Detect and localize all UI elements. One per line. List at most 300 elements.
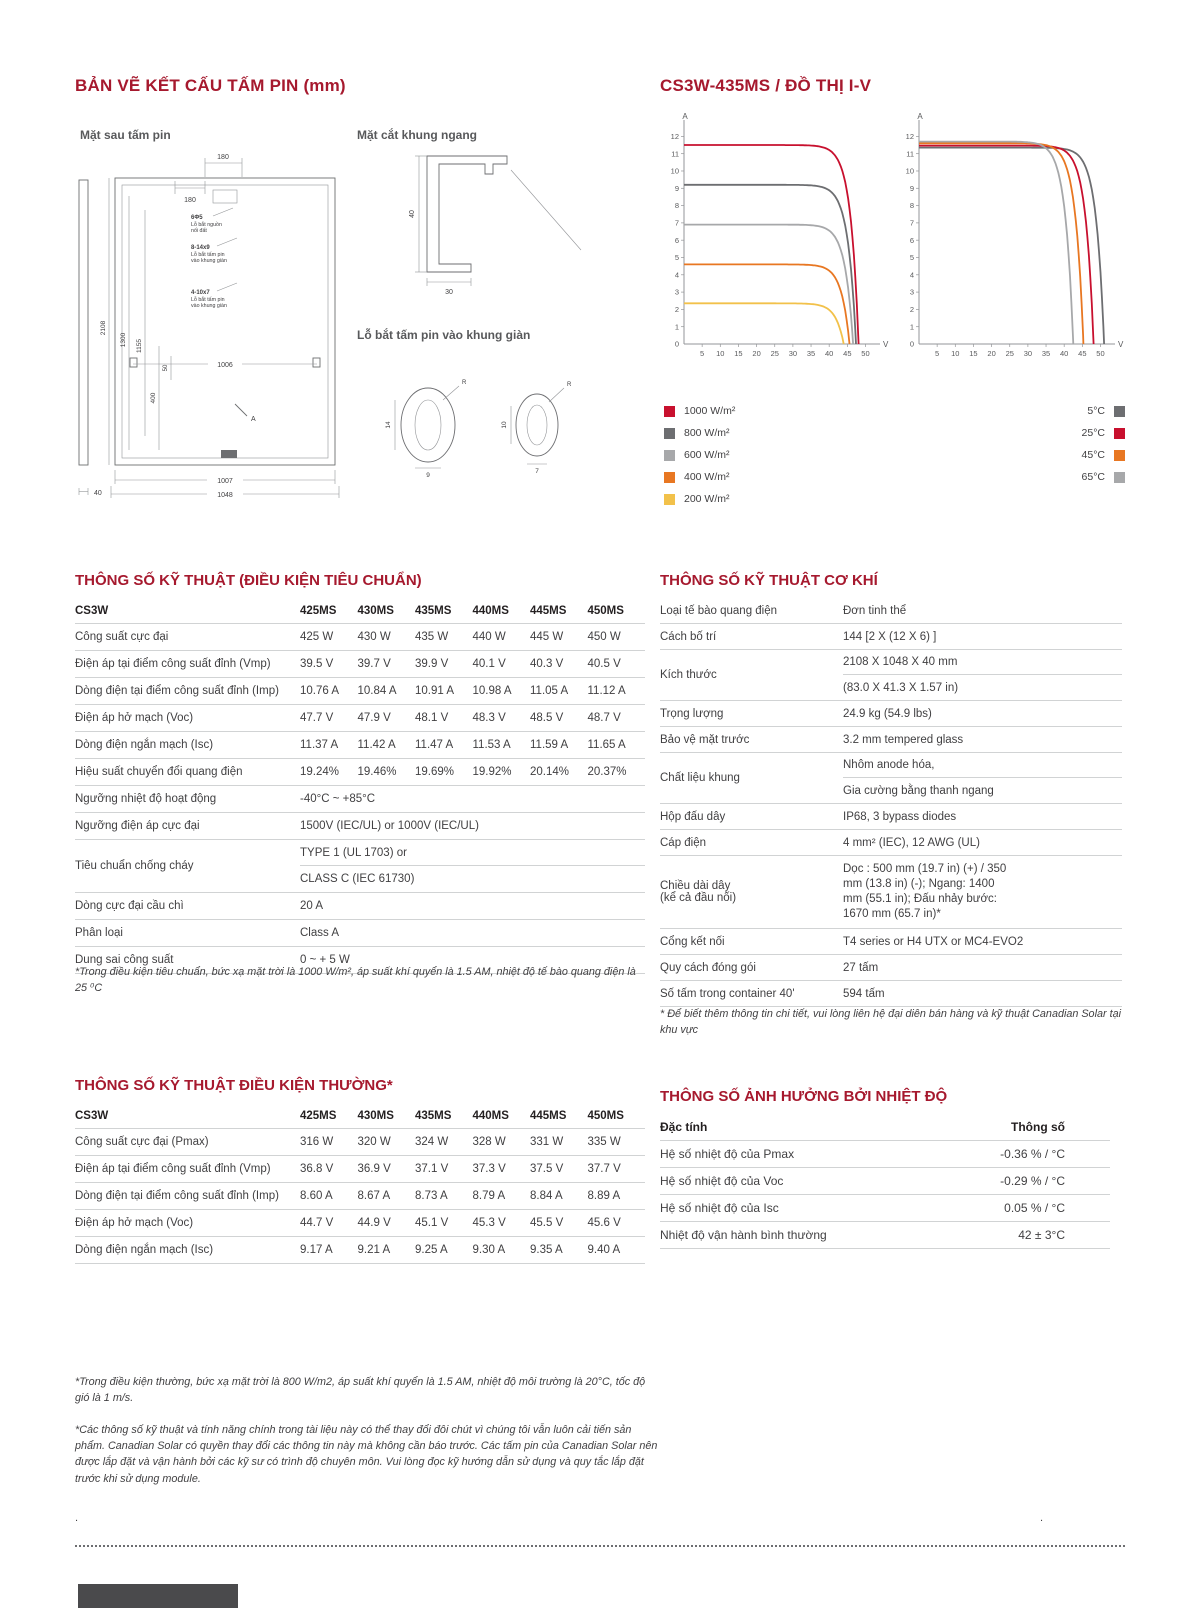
chart-tick-label: 12 xyxy=(670,131,679,141)
table-row xyxy=(75,1183,645,1210)
row-label xyxy=(660,605,843,617)
cell-value: 11.05 A xyxy=(530,685,569,697)
table-row xyxy=(75,1129,645,1156)
iv-chart-temperature xyxy=(897,112,1125,367)
row-label-line: Số tấm trong container 40' xyxy=(660,987,795,1000)
spec-product-name: CS3W xyxy=(75,604,109,617)
row-label-line: Chất liệu khung xyxy=(660,772,740,784)
row-label: Phân loại xyxy=(75,927,123,939)
legend-label: 200 W/m² xyxy=(684,493,730,505)
chart-y-unit-label: A xyxy=(682,112,688,121)
row-label-line: Trọng lượng xyxy=(660,707,724,720)
row-label-line: Loại tế bào quang điện xyxy=(660,604,778,617)
chart-tick-label: 7 xyxy=(674,218,679,228)
cell-value: 47.7 V xyxy=(300,712,334,724)
chart-x-unit-label: V xyxy=(1118,340,1124,349)
drawing-shape xyxy=(511,170,581,250)
row-label xyxy=(660,962,843,974)
chart-tick-label: 2 xyxy=(909,304,914,314)
legend-label: 25°C xyxy=(1081,427,1105,439)
cross-section-label: Mặt cắt khung ngang xyxy=(357,128,477,142)
row-label: Công suất cực đại xyxy=(75,631,169,643)
iv-curve-600-W-m- xyxy=(684,225,853,344)
spec-column-header: 445MS xyxy=(530,604,567,617)
iv-curve-400-W-m- xyxy=(684,264,850,344)
row-label-line: Cổng kết nối xyxy=(660,935,725,948)
cell-value: 37.7 V xyxy=(587,1163,621,1175)
cell-value: 40.3 V xyxy=(530,658,564,670)
cell-value: 10.84 A xyxy=(357,685,397,697)
table-row xyxy=(660,701,1122,727)
row-label-line: Cáp điện xyxy=(660,836,707,849)
table-row xyxy=(75,759,645,786)
row-label: Điện áp hở mạch (Voc) xyxy=(75,712,194,724)
cell-value: 8.67 A xyxy=(357,1190,391,1202)
table-row xyxy=(75,1210,645,1237)
drawing-shape xyxy=(221,450,237,458)
row-label-line: Cách bố trí xyxy=(660,630,717,643)
chart-tick-label: 10 xyxy=(716,349,725,358)
legend-swatch xyxy=(664,450,675,461)
cell-value: 316 W xyxy=(300,1136,334,1148)
drawing-shape xyxy=(443,386,459,400)
row-label-line: Quy cách đóng gói xyxy=(660,961,756,974)
dim-section-40: 40 xyxy=(409,210,416,218)
dim-1300: 1300 xyxy=(120,332,127,348)
table-row xyxy=(660,856,1122,929)
chart-tick-label: 3 xyxy=(909,287,914,297)
cell-value: -0.36 % / °C xyxy=(1000,1147,1065,1161)
legend-irradiance xyxy=(664,400,735,510)
table-row xyxy=(75,732,645,759)
cell-value: 594 tấm xyxy=(843,987,885,1000)
legend-label: 45°C xyxy=(1081,449,1105,461)
chart-tick-label: 40 xyxy=(825,349,834,358)
cell-value: 8.79 A xyxy=(472,1190,506,1202)
panel-structure-drawing xyxy=(75,118,650,530)
drawing-shape xyxy=(401,388,455,462)
drawing-shape xyxy=(115,178,335,465)
drawing-shape xyxy=(217,238,237,246)
chart-tick-label: 8 xyxy=(909,201,914,211)
chart-tick-label: 5 xyxy=(674,253,679,263)
table-row xyxy=(660,981,1122,1007)
cell-value: 4 mm² (IEC), 12 AWG (UL) xyxy=(843,836,980,849)
cell-value-lines xyxy=(300,840,645,892)
drawing-shape xyxy=(235,404,247,416)
chart-tick-label: 9 xyxy=(909,183,914,193)
dim-slot1-width: 9 xyxy=(426,472,430,479)
cell-value: 10.98 A xyxy=(472,685,512,697)
cell-values xyxy=(843,955,1122,980)
cell-value: 39.5 V xyxy=(300,658,334,670)
row-label: Điện áp hở mạch (Voc) xyxy=(75,1217,194,1229)
row-label-line: Bảo vệ mặt trước xyxy=(660,733,750,746)
chart-tick-label: 10 xyxy=(951,349,960,358)
table-row xyxy=(75,651,645,678)
cell-value: 9.30 A xyxy=(472,1244,506,1256)
temp-col-characteristic: Đặc tính xyxy=(660,1120,708,1134)
cell-value: (83.0 X 41.3 X 1.57 in) xyxy=(843,681,959,694)
chart-tick-label: 9 xyxy=(674,183,679,193)
chart-tick-label: 5 xyxy=(700,349,705,358)
row-label: Dung sai công suất xyxy=(75,954,174,966)
row-label: Dòng điện tại điểm công suất đỉnh (Imp) xyxy=(75,685,279,697)
legend-item xyxy=(990,444,1125,466)
spec-column-header: 445MS xyxy=(530,1109,567,1122)
cell-value: mm (13.8 in) (-); Ngang: 1400 xyxy=(843,878,995,890)
cell-value: 19.92% xyxy=(472,766,512,778)
table-row xyxy=(660,929,1122,955)
legend-label: 65°C xyxy=(1081,471,1105,483)
cell-value: -0.29 % / °C xyxy=(1000,1174,1065,1188)
cell-value: 44.9 V xyxy=(357,1217,391,1229)
cell-values xyxy=(843,624,1122,649)
legend-item xyxy=(664,400,735,422)
cell-value: 19.69% xyxy=(415,766,455,778)
chart-tick-label: 11 xyxy=(671,149,679,159)
spec-column-header: 430MS xyxy=(357,604,394,617)
iv-curve-200-W-m- xyxy=(684,303,844,344)
cell-value: TYPE 1 (UL 1703) or xyxy=(300,840,645,866)
cell-value: 11.37 A xyxy=(300,739,339,751)
row-label: Công suất cực đại (Pmax) xyxy=(75,1136,209,1148)
chart-tick-label: 11 xyxy=(906,149,914,159)
legend-item xyxy=(990,466,1125,488)
row-label: Hiệu suất chuyển đổi quang điện xyxy=(75,766,243,778)
frame-cross-section-drawing xyxy=(409,156,581,296)
row-label xyxy=(660,811,843,823)
table-row xyxy=(660,624,1122,650)
page-mark-right: . xyxy=(1040,1512,1044,1524)
row-label: Điện áp tại điểm công suất đỉnh (Vmp) xyxy=(75,658,271,670)
table-row xyxy=(660,650,1122,701)
cell-value: 39.9 V xyxy=(415,658,449,670)
dim-180-a: 180 xyxy=(217,154,229,161)
legend-label: 800 W/m² xyxy=(684,427,730,439)
dim-1007: 1007 xyxy=(217,478,233,485)
section-title-nmot: THÔNG SỐ KỸ THUẬT ĐIỀU KIỆN THƯỜNG* xyxy=(75,1077,393,1094)
cell-values xyxy=(843,701,1122,726)
cell-value: 328 W xyxy=(472,1136,506,1148)
cell-value: 335 W xyxy=(587,1136,621,1148)
chart-tick-label: 3 xyxy=(674,287,679,297)
legend-item xyxy=(990,422,1125,444)
cell-values xyxy=(843,804,1122,829)
drawing-shape xyxy=(415,400,441,450)
cell-value: Dọc : 500 mm (19.7 in) (+) / 350 xyxy=(843,863,1007,875)
iv-chart-irradiance xyxy=(662,112,890,367)
chart-tick-label: 40 xyxy=(1060,349,1069,358)
table-row xyxy=(660,1168,1110,1195)
cell-value: 8.89 A xyxy=(587,1190,621,1202)
mech-footnote: * Để biết thêm thông tin chi tiết, vui lòng liên hệ đại diên bán hàng và kỹ thuật Canadian Solar tại khu vực xyxy=(660,1008,1121,1037)
legend-label: 600 W/m² xyxy=(684,449,730,461)
row-label xyxy=(660,837,843,849)
chart-tick-label: 15 xyxy=(969,349,978,358)
cell-values xyxy=(843,830,1122,855)
dim-180-b: 180 xyxy=(184,197,196,204)
row-label-line: Kích thước xyxy=(660,669,717,681)
chart-tick-label: 30 xyxy=(1023,349,1033,358)
cell-value: 331 W xyxy=(530,1136,564,1148)
temp-col-value: Thông số xyxy=(1011,1120,1065,1134)
row-label: Hệ số nhiệt độ của Isc xyxy=(660,1201,779,1215)
drawing-shape xyxy=(427,156,507,272)
legend-swatch xyxy=(1114,472,1125,483)
section-title-iv-curves: CS3W-435MS / ĐỒ THỊ I-V xyxy=(660,76,872,95)
section-marker-a: A xyxy=(251,416,256,423)
cell-value: 10.91 A xyxy=(415,685,455,697)
cell-value: 9.40 A xyxy=(587,1244,621,1256)
std-footnote: *Trong điều kiện tiêu chuẩn, bức xạ mặt trời là 1000 W/m², áp suất khí quyển là 1.5 AM, nhiệt độ tế bào quang điện là 25 ⁰C xyxy=(75,966,636,995)
cell-values xyxy=(843,753,1122,803)
row-label: Ngưỡng điện áp cực đại xyxy=(75,820,200,832)
cell-value: 20.37% xyxy=(587,766,627,778)
footer-logo-bar xyxy=(78,1584,238,1608)
legend-swatch xyxy=(664,406,675,417)
legend-item xyxy=(664,488,735,510)
dim-1155: 1155 xyxy=(136,339,143,353)
chart-tick-label: 1 xyxy=(674,322,679,332)
table-row xyxy=(75,920,645,947)
spec-column-header: 435MS xyxy=(415,1109,452,1122)
back-view-label: Mặt sau tấm pin xyxy=(80,128,171,142)
cell-value: 19.24% xyxy=(300,766,340,778)
cell-value: 40.1 V xyxy=(472,658,506,670)
cell-values xyxy=(843,650,1122,700)
callout-mount4-line1: Lỗ bắt tấm pin xyxy=(191,297,225,303)
legend-label: 5°C xyxy=(1087,405,1105,417)
cell-value: 40.5 V xyxy=(587,658,621,670)
dim-side-40: 40 xyxy=(94,490,102,497)
drawing-shape xyxy=(213,190,237,203)
row-label xyxy=(660,880,843,904)
dim-slot1-height: 14 xyxy=(385,421,392,429)
callout-mount8-line2: vào khung giàn xyxy=(191,258,227,264)
drawing-shape xyxy=(122,185,328,458)
row-label: Dòng cực đại cầu chì xyxy=(75,900,184,912)
cell-value: Đơn tinh thể xyxy=(843,604,907,617)
table-row xyxy=(75,1237,645,1264)
chart-tick-label: 6 xyxy=(909,235,914,245)
cell-value: 324 W xyxy=(415,1136,449,1148)
legend-item xyxy=(664,466,735,488)
cell-value: 10.76 A xyxy=(300,685,340,697)
table-row xyxy=(75,786,645,813)
row-label xyxy=(660,772,843,784)
cell-value: Class A xyxy=(300,927,339,939)
cell-value: 9.35 A xyxy=(530,1244,563,1256)
cell-value: 9.21 A xyxy=(357,1244,391,1256)
chart-tick-label: 0 xyxy=(909,339,914,349)
table-row xyxy=(75,624,645,651)
chart-tick-label: 30 xyxy=(788,349,798,358)
cell-value: mm (55.1 in); Đấu nhảy bước: xyxy=(843,893,997,905)
chart-tick-label: 50 xyxy=(861,349,870,358)
cell-value: 37.3 V xyxy=(472,1163,506,1175)
cell-value: 11.12 A xyxy=(587,685,626,697)
cell-value: CLASS C (IEC 61730) xyxy=(300,873,415,885)
drawing-shape xyxy=(516,394,558,456)
table-row xyxy=(660,1222,1110,1249)
std-spec-table xyxy=(75,598,645,974)
cell-value: 11.42 A xyxy=(357,739,396,751)
cell-value: Gia cường bằng thanh ngang xyxy=(843,784,994,797)
table-row xyxy=(75,705,645,732)
chart-tick-label: 20 xyxy=(987,349,996,358)
cell-value: 48.5 V xyxy=(530,712,564,724)
chart-tick-label: 10 xyxy=(905,166,914,176)
cell-value: 144 [2 X (12 X 6) ] xyxy=(843,630,937,643)
section-title-drawing: BẢN VẼ KẾT CẤU TẤM PIN (mm) xyxy=(75,76,346,95)
chart-tick-label: 35 xyxy=(1041,349,1051,358)
chart-tick-label: 1 xyxy=(909,322,914,332)
chart-tick-label: 15 xyxy=(734,349,743,358)
footnote-nmot-conditions: *Trong điều kiện thường, bức xạ mặt trời là 800 W/m2, áp suất khí quyển là 1.5 AM, nhiệt độ môi trường là 20°C, tốc độ gió là 1 m/s. xyxy=(75,1376,646,1405)
row-label: Ngưỡng nhiệt độ hoạt động xyxy=(75,793,217,805)
legend-temperature xyxy=(990,400,1125,488)
chart-tick-label: 8 xyxy=(674,201,679,211)
table-row xyxy=(660,598,1122,624)
callout-mount8-size: 8-14x9 xyxy=(191,245,210,251)
mechanical-spec-table xyxy=(660,598,1122,1007)
row-label: Hệ số nhiệt độ của Voc xyxy=(660,1174,784,1188)
legend-label: 400 W/m² xyxy=(684,471,730,483)
chart-tick-label: 5 xyxy=(909,253,914,263)
chart-tick-label: 4 xyxy=(909,270,914,280)
row-label: Dòng điện tại điểm công suất đỉnh (Imp) xyxy=(75,1190,279,1202)
row-label-line: (kể cả đầu nối) xyxy=(660,892,737,904)
row-label xyxy=(660,708,843,720)
dim-section-30: 30 xyxy=(445,289,453,296)
cell-value: 1670 mm (65.7 in)* xyxy=(843,908,941,920)
page-mark-left: . xyxy=(75,1512,79,1524)
cell-value: 11.47 A xyxy=(415,739,454,751)
table-row xyxy=(660,830,1122,856)
legend-item xyxy=(664,422,735,444)
cell-value: 24.9 kg (54.9 lbs) xyxy=(843,707,932,720)
cell-value: 42 ± 3°C xyxy=(1018,1228,1065,1242)
cell-value: 1500V (IEC/UL) or 1000V (IEC/UL) xyxy=(300,820,479,832)
dim-slot2-height: 10 xyxy=(501,421,508,429)
legend-label: 1000 W/m² xyxy=(684,405,736,417)
drawing-shape xyxy=(217,283,237,291)
drawing-shape xyxy=(130,358,137,367)
cell-value: 45.6 V xyxy=(587,1217,621,1229)
cell-value: 44.7 V xyxy=(300,1217,334,1229)
nmot-spec-table xyxy=(75,1103,645,1264)
chart-tick-label: 50 xyxy=(1096,349,1105,358)
cell-value: 8.60 A xyxy=(300,1190,333,1202)
callout-ground-line2: nối đất xyxy=(191,228,207,234)
spec-column-header: 450MS xyxy=(587,604,624,617)
legend-swatch xyxy=(664,472,675,483)
radius-label-r: R xyxy=(462,380,467,386)
cell-value: 425 W xyxy=(300,631,334,643)
cell-value: 45.5 V xyxy=(530,1217,564,1229)
iv-curve-65-C xyxy=(919,142,1073,344)
row-label-line: Chiều dài dây xyxy=(660,880,731,892)
chart-tick-label: 2 xyxy=(674,304,679,314)
cell-value: 37.5 V xyxy=(530,1163,564,1175)
table-row xyxy=(660,1141,1110,1168)
table-row xyxy=(75,1156,645,1183)
row-label xyxy=(660,988,843,1000)
cell-values xyxy=(843,598,1122,623)
table-row xyxy=(660,753,1122,804)
callout-mount8-line1: Lỗ bắt tấm pin xyxy=(191,252,225,258)
legend-swatch xyxy=(1114,406,1125,417)
drawing-shape xyxy=(313,358,320,367)
cell-value: 11.53 A xyxy=(472,739,511,751)
cell-value: 430 W xyxy=(357,631,391,643)
spec-header-row xyxy=(75,1103,645,1129)
row-label: Nhiệt độ vận hành bình thường xyxy=(660,1228,827,1242)
chart-tick-label: 7 xyxy=(909,218,914,228)
row-label: Điện áp tại điểm công suất đỉnh (Vmp) xyxy=(75,1163,271,1175)
cell-value: 48.1 V xyxy=(415,712,449,724)
cell-value: T4 series or H4 UTX or MC4-EVO2 xyxy=(843,935,1024,948)
cell-value: 11.65 A xyxy=(587,739,626,751)
row-label: Dòng điện ngắn mạch (Isc) xyxy=(75,1244,214,1256)
chart-tick-label: 25 xyxy=(1005,349,1014,358)
row-label-line: Hộp đấu dây xyxy=(660,810,726,823)
chart-tick-label: 6 xyxy=(674,235,679,245)
spec-column-header: 425MS xyxy=(300,1109,337,1122)
cell-value: 0 ~ + 5 W xyxy=(300,954,350,966)
legend-item xyxy=(664,444,735,466)
cell-value: 11.59 A xyxy=(530,739,569,751)
callout-mount4-size: 4-10x7 xyxy=(191,290,210,296)
cell-value: 0.05 % / °C xyxy=(1004,1201,1065,1215)
mount-hole-label: Lỗ bắt tấm pin vào khung giàn xyxy=(357,328,531,342)
cell-value: 435 W xyxy=(415,631,449,643)
temp-header-row xyxy=(660,1114,1110,1141)
cell-value: 440 W xyxy=(472,631,506,643)
chart-tick-label: 12 xyxy=(905,131,914,141)
iv-curve-5-C xyxy=(919,148,1104,344)
chart-tick-label: 0 xyxy=(674,339,679,349)
cell-value: 445 W xyxy=(530,631,564,643)
legend-item xyxy=(990,400,1125,422)
chart-tick-label: 35 xyxy=(806,349,816,358)
legend-swatch xyxy=(664,494,675,505)
chart-tick-label: 5 xyxy=(935,349,940,358)
cell-value: 19.46% xyxy=(357,766,397,778)
spec-column-header: 440MS xyxy=(472,1109,509,1122)
radius-label-r: R xyxy=(567,382,572,388)
cell-values xyxy=(843,929,1122,954)
chart-tick-label: 20 xyxy=(752,349,761,358)
table-row xyxy=(75,678,645,705)
cell-value: 8.73 A xyxy=(415,1190,448,1202)
chart-y-unit-label: A xyxy=(917,112,923,121)
row-label xyxy=(660,669,843,681)
dim-slot2-width: 7 xyxy=(535,468,539,475)
row-label xyxy=(660,936,843,948)
table-row xyxy=(660,955,1122,981)
spec-column-header: 425MS xyxy=(300,604,337,617)
dim-400: 400 xyxy=(150,392,157,404)
cell-value: IP68, 3 bypass diodes xyxy=(843,810,957,823)
cell-value: 20.14% xyxy=(530,766,570,778)
cell-value: 9.25 A xyxy=(415,1244,448,1256)
chart-tick-label: 4 xyxy=(674,270,679,280)
chart-tick-label: 10 xyxy=(670,166,679,176)
chart-tick-label: 25 xyxy=(770,349,779,358)
cell-value: 39.7 V xyxy=(357,658,391,670)
